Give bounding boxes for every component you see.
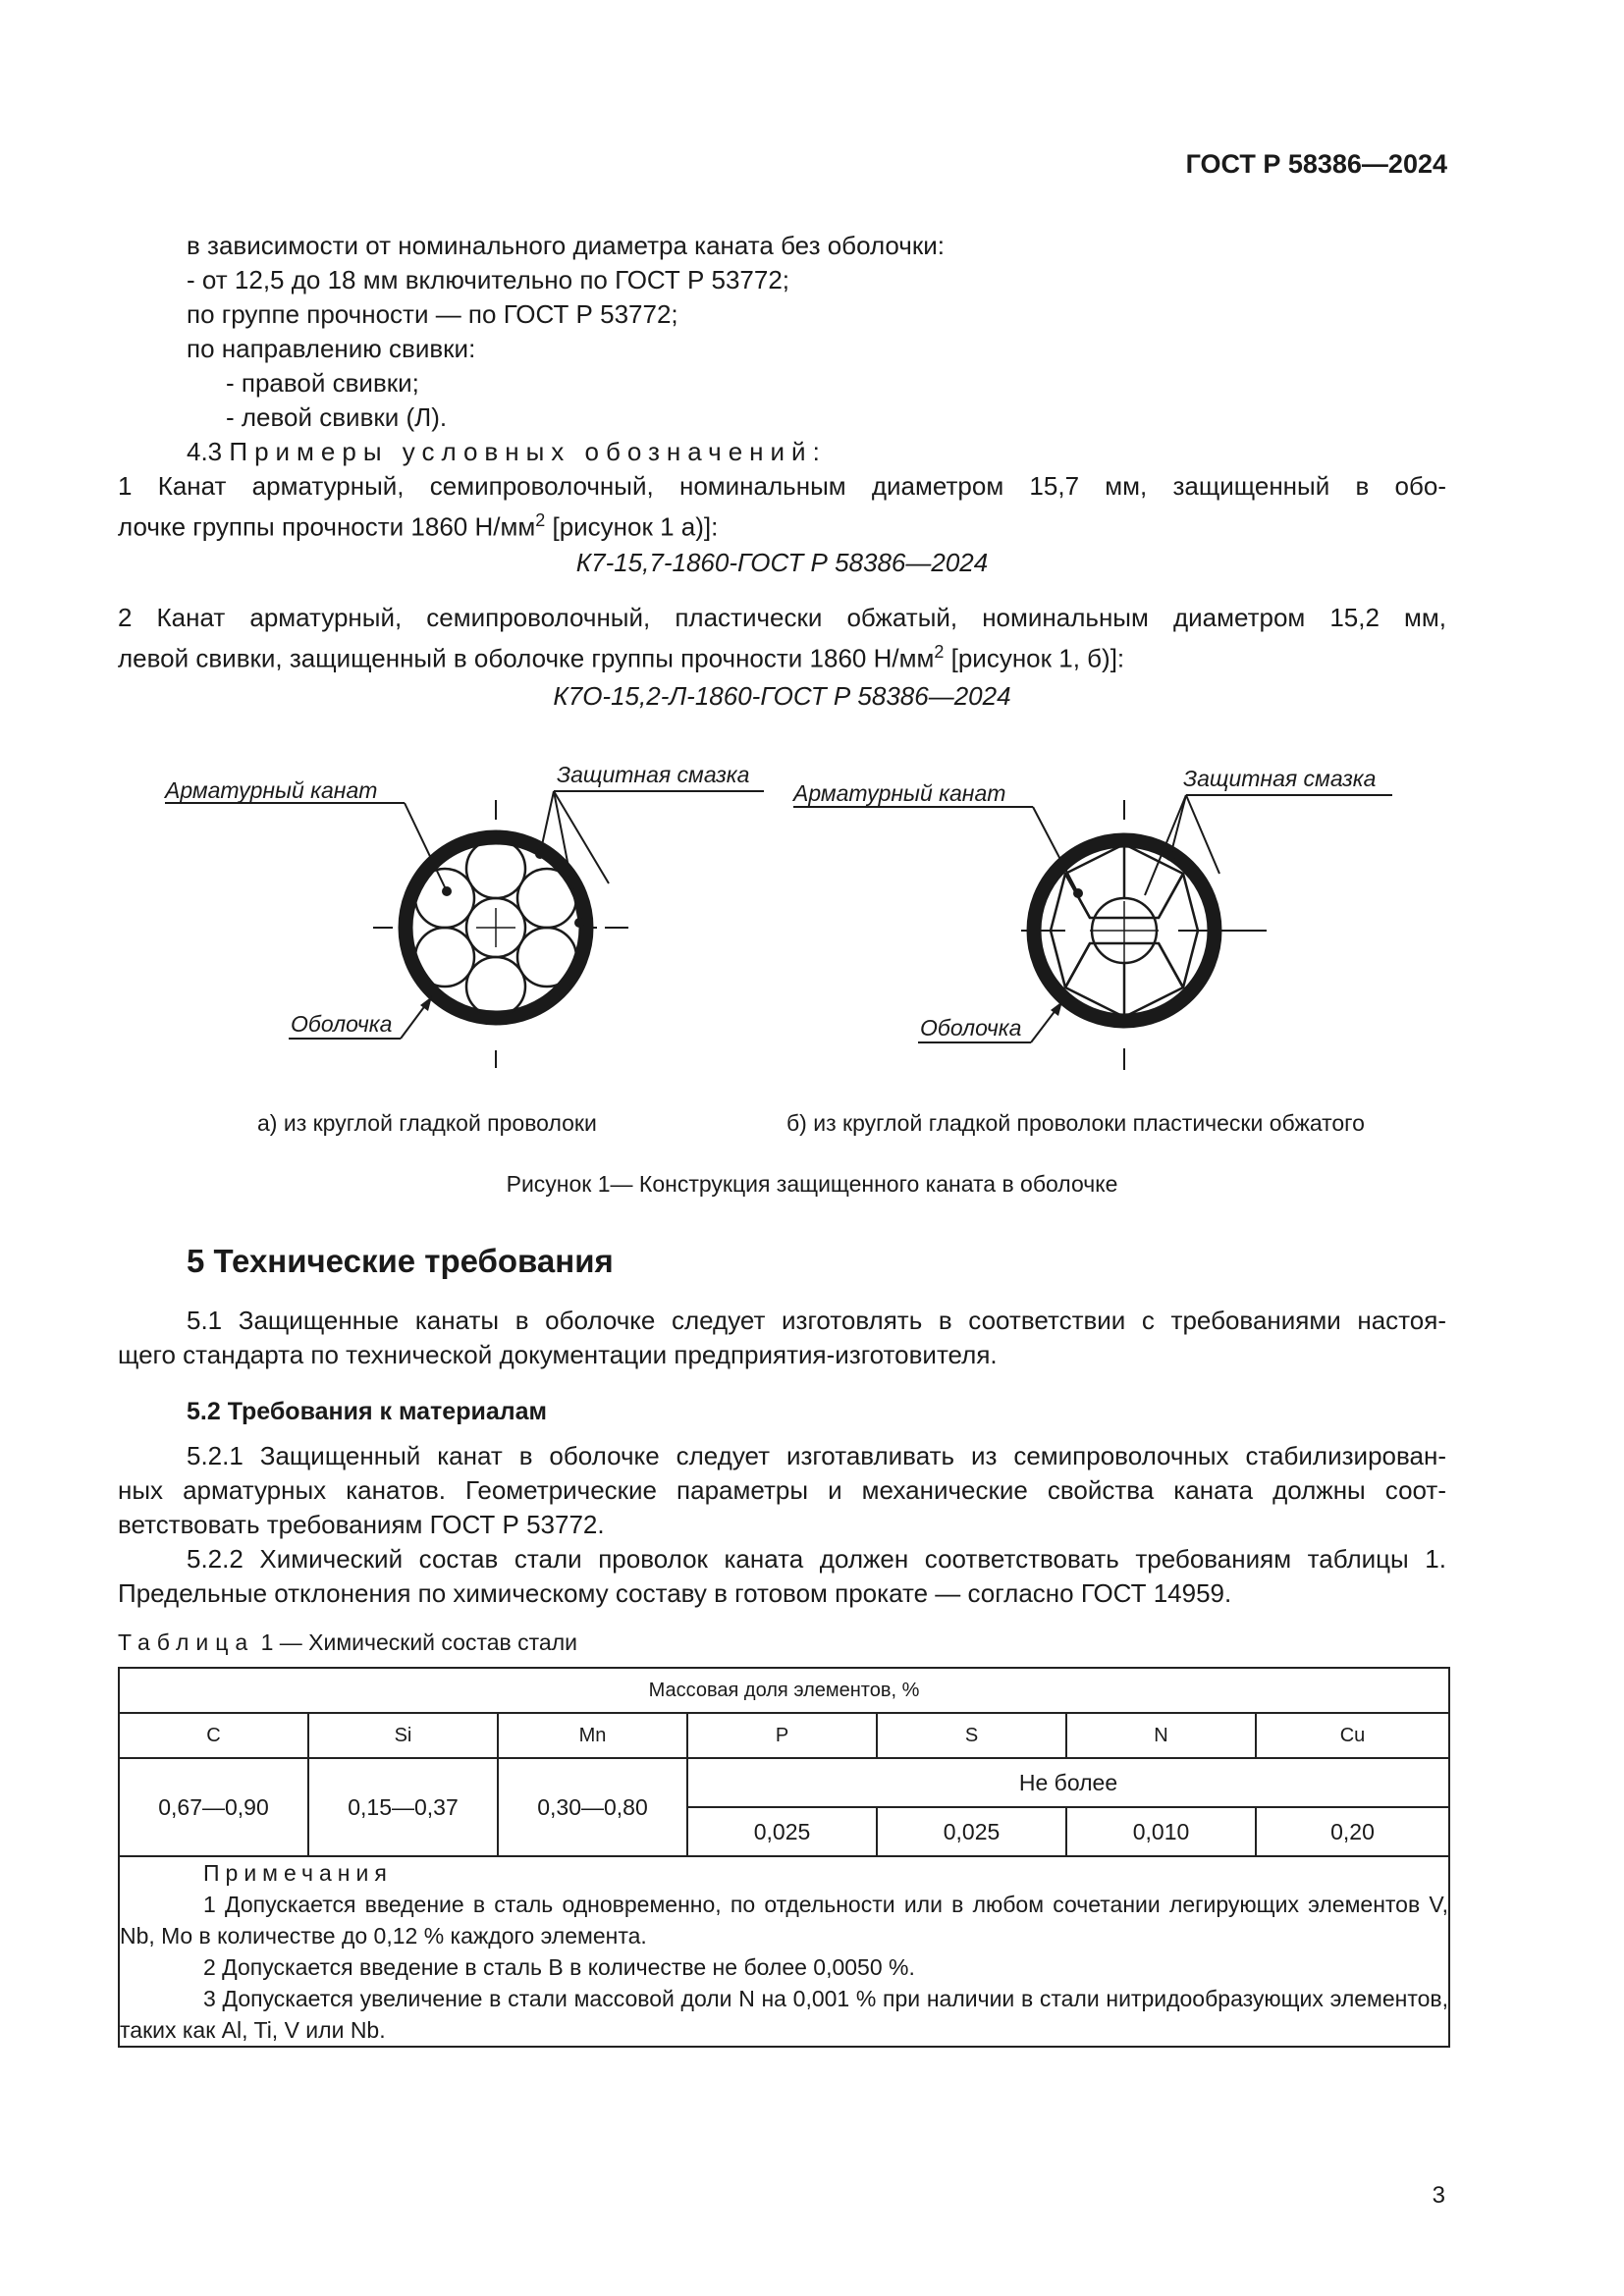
section-number: 4.3 [187,437,223,466]
table-1-caption: Таблица 1 — Химический состав стали [118,1629,577,1655]
column-header-n: N [1066,1713,1256,1758]
column-header-p: P [687,1713,877,1758]
strand-round-figure [165,791,764,1068]
paragraph-5-2-1-line: ветствовать требованиям ГОСТ Р 53772. [118,1510,605,1539]
page-number: 3 [1432,2182,1445,2209]
column-header-c: C [119,1713,308,1758]
cell-mn-value: 0,30—0,80 [498,1758,687,1856]
example-2-line-2: левой свивки, защищенный в оболочке группы прочности 1860 $Н/мм^2$ [рисунок 1, б)]: [118,642,1125,673]
strand-compacted-figure [793,795,1392,1070]
paragraph-5-1-line: щего стандарта по технической документации предприятия-изготовителя. [118,1340,998,1369]
intro-line: по группе прочности — по ГОСТ Р 53772; [187,299,678,329]
label-strand-b: Арматурный канат [793,780,1006,806]
note-3: 3 Допускается увеличение в стали массовой доли N на 0,001 % при наличии в стали нитридообразующих элементов, таких как Al, Ti, V или Nb. [120,1986,1449,2043]
paragraph-5-2-2-line: Предельные отклонения по химическому составу в готовом прокате — согласно ГОСТ 14959. [118,1578,1232,1608]
document-code: ГОСТ Р 58386—2024 [1185,149,1447,179]
figure-caption-a: а) из круглой гладкой проволоки [257,1110,597,1136]
example-2-designation: К7О-15,2-Л-1860-ГОСТ Р 58386—2024 [553,681,1011,711]
column-header-si: Si [308,1713,498,1758]
cell-max-label: Не более [687,1758,1449,1807]
section-5-heading: 5 Технические требования [187,1243,614,1279]
figure-caption-b: б) из круглой гладкой проволоки пластически обжатого [786,1110,1365,1136]
cell-s-value: 0,025 [877,1807,1066,1856]
label-grease-b: Защитная смазка [1183,766,1377,791]
subsection-5-2-heading: 5.2 Требования к материалам [187,1398,548,1425]
label-grease-a: Защитная смазка [557,762,750,787]
cell-si-value: 0,15—0,37 [308,1758,498,1856]
cell-cu-value: 0,20 [1256,1807,1449,1856]
figure-title: Рисунок 1— Конструкция защищенного каната в оболочке [506,1171,1118,1197]
column-header-s: S [877,1713,1066,1758]
intro-line: - от 12,5 до 18 мм включительно по ГОСТ Р 53772; [187,265,790,294]
label-sheath-b: Оболочка [920,1015,1022,1041]
column-header-mn: Mn [498,1713,687,1758]
note-2: 2 Допускается введение в сталь B в количестве не более 0,0050 %. [203,1954,915,1980]
table-group-header: Массовая доля элементов, % [119,1668,1449,1713]
cell-p-value: 0,025 [687,1807,877,1856]
paragraph-5-2-1-line: 5.2.1 Защищенный канат в оболочке следует изготавливать из семипроволочных стабилизирован- [187,1441,1446,1470]
table-notes [119,1856,1449,2047]
note-1: 1 Допускается введение в сталь одновременно, по отдельности или в любом сочетании легирующих элементов V, Nb, Mo в количестве до 0,12 % каждого элемента. [120,1892,1449,1949]
figure-1-drawing [0,0,1624,1099]
intro-line: в зависимости от номинального диаметра каната без оболочки: [187,231,945,260]
section-title: Примеры условных обозначений: [229,437,827,466]
chemical-composition-table [118,1667,1450,2048]
example-1-designation: К7-15,7-1860-ГОСТ Р 58386—2024 [575,548,989,577]
label-strand-a: Арматурный канат [165,777,378,803]
paragraph-5-2-1-line: ных арматурных канатов. Геометрические параметры и механические свойства каната должны соот- [118,1475,1446,1505]
example-2-line-1: 2 Канат арматурный, семипроволочный, пластически обжатый, номинальным диаметром 15,2 мм, [118,603,1446,632]
intro-line: - левой свивки (Л). [226,402,448,432]
cell-c-value: 0,67—0,90 [119,1758,308,1856]
paragraph-5-1-line: 5.1 Защищенные канаты в оболочке следует изготовлять в соответствии с требованиями настоя- [187,1306,1446,1335]
column-header-cu: Cu [1256,1713,1449,1758]
example-1-line-2: лочке группы прочности 1860 $Н/мм^2$ [рисунок 1 а)]: [118,510,719,542]
example-1-line-1: 1 Канат арматурный, семипроволочный, номинальным диаметром 15,7 мм, защищенный в обо- [118,471,1446,501]
intro-line: - правой свивки; [226,368,419,398]
cell-n-value: 0,010 [1066,1807,1256,1856]
paragraph-5-2-2-line: 5.2.2 Химический состав стали проволок каната должен соответствовать требованиям таблицы 1. [187,1544,1446,1574]
notes-title: Примечания [203,1860,393,1886]
label-sheath-a: Оболочка [291,1011,393,1037]
intro-line: по направлению свивки: [187,334,476,363]
